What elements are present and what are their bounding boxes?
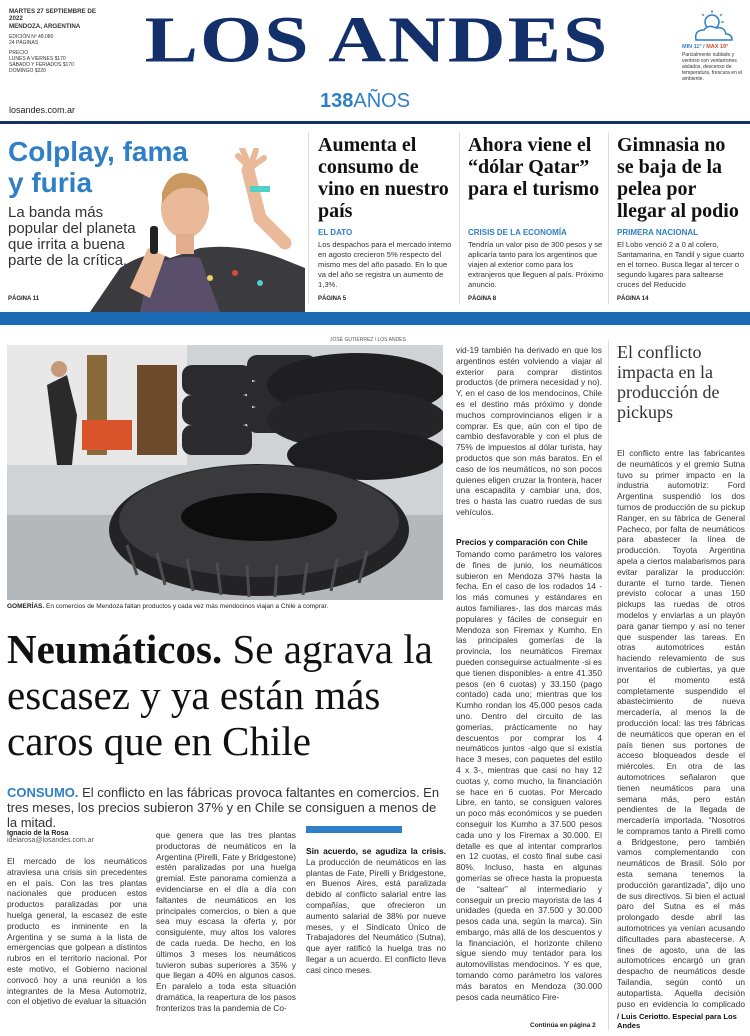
teaser-qatar-headline[interactable]: Ahora viene el “dólar Qatar” para el turismo bbox=[468, 134, 600, 200]
caption-text: En comercios de Mendoza faltan productos y cada vez más mendocinos viajan a Chile a comprar. bbox=[44, 603, 329, 610]
weather-temp bbox=[682, 44, 728, 50]
tires-photo bbox=[7, 345, 443, 600]
anniversary-years: 138 bbox=[320, 90, 354, 112]
article-column-3b: Tomando como parámetro los valores de fines de junio, los neumáticos subieron en Mendoza 37% hasta la fecha. En el caso de los rodados 14 -los más comunes y estándares en autos familiares-, las dos marcas más populares y fáciles de conseguir en Mendoza son Firemax y Kumho. En las principales gomerías de la provincia, los neumáticos Firemax pueden conseguirse actualmente -si es que tienen disponibles- a entre 41.350 pesos (en 6 cuotas) y 33.150 (pago contado) cada uno; mientras que los Kumho rondan los 45.000 pesos cada uno. Dentro del circuito de las gomerías, prácticamente no hay descuentos por comprar los 4 neumáticos juntos -algo que sí existía hace 3 meses, con paquetes del estilo 4 x 3-, mientras que casi no hay 12 cuotas y, como mucho, la financiación se hace en 6 cuotas. Por Mercado Libre, en tanto, se consiguen valores un poco más económicos y se pueden conseguir los Kumho a 37.500 pesos cada uno y los Firemax a 30.000. El detalle es que al intentar comprarlos en 12 cuotas, el costo final sube casi 80%. Incluso, hasta en algunas gomerías se ofrece hasta la propuesta de “saltear” al intermediario y conseguir un precio mayorista de las 4 unidades (queda en 37.500 y 30.000 pesos cada una, según la marca). Sin embargo, más allá de los descuentos y la financiación, el horizonte chileno sigue siendo muy tentador para los automovilistas mendocinos. Y es que, tomando como parámetro los valores más baratos en Mendoza (30.000 pesos cada neumático Fire- bbox=[456, 549, 602, 1002]
anniversary-badge bbox=[320, 90, 410, 113]
teaser-vino-text: Los despachos para el mercado interno en agosto crecieron 5% respecto del mismo mes del año pasado. En lo que va del año se registra un aumento de 1,3%. bbox=[318, 240, 452, 289]
headline-rest: Se agrava la escasez y ya están más caros que en Chile bbox=[7, 626, 433, 764]
teaser-vino-headline[interactable]: Aumenta el consumo de vino en nuestro país bbox=[318, 134, 449, 222]
weather-text: Parcialmente nublado y ventoso con ventarrones aislados, descenso de temperatura, frescura en el ambiente. bbox=[682, 52, 743, 82]
teaser-gimnasia-headline[interactable]: Gimnasia no se baja de la pelea por llegar al podio bbox=[617, 134, 739, 222]
section-band bbox=[0, 312, 750, 325]
masthead-meta bbox=[9, 8, 109, 74]
newspaper-logo[interactable]: LOS ANDES bbox=[144, 4, 610, 77]
continue-link[interactable]: Continúa en página 2 bbox=[530, 1022, 596, 1029]
masthead-city: MENDOZA, ARGENTINA bbox=[9, 22, 81, 30]
teaser-gimnasia-kicker: PRIMERA NACIONAL bbox=[617, 228, 699, 237]
masthead-edition: EDICIÓN Nº 48.080 bbox=[9, 34, 54, 41]
teaser-qatar-kicker: CRISIS DE LA ECONOMÍA bbox=[468, 228, 567, 237]
masthead-pages: 24 PÁGINAS bbox=[9, 40, 39, 47]
masthead-price-weekday: LUNES A VIERNES $170 bbox=[9, 56, 66, 63]
teaser-vino-kicker: EL DATO bbox=[318, 228, 353, 237]
column-divider bbox=[608, 132, 609, 304]
column-divider bbox=[459, 132, 460, 304]
sidebar-accent bbox=[306, 826, 402, 833]
pickups-signature: / Luis Ceriotto. Especial para Los Andes bbox=[617, 1012, 737, 1030]
teaser-colplay-headline[interactable]: Colplay, fama y furia bbox=[8, 136, 188, 198]
sidebar-box bbox=[306, 846, 446, 1032]
weather-min: MIN 11° / bbox=[682, 44, 705, 50]
teaser-colplay-page: PÁGINA 11 bbox=[8, 296, 40, 302]
main-headline[interactable] bbox=[7, 626, 443, 764]
caption-label: GOMERÍAS. bbox=[7, 603, 45, 610]
teaser-qatar-page: PÁGINA 8 bbox=[468, 296, 497, 302]
lede-label: CONSUMO. bbox=[7, 785, 79, 800]
photo-credit: JOSÉ GUTIÉRREZ / LOS ANDES bbox=[330, 337, 406, 343]
masthead-date: MARTES 27 SEPTIEMBRE DE 2022 bbox=[9, 8, 96, 23]
subhead-precios: Precios y comparación con Chile bbox=[456, 537, 588, 547]
masthead-divider bbox=[0, 121, 750, 124]
byline-email[interactable]: idelarosa@losandes.com.ar bbox=[7, 837, 94, 844]
lede-text: El conflicto en las fábricas provoca faltantes en comercios. En tres meses, los precios subieron 37% y en Chile se consiguen a menos de la mitad. bbox=[7, 785, 440, 830]
column-divider bbox=[608, 340, 609, 1030]
article-column-2: que genera que las tres plantas productoras de neumáticos en la Argentina (Pirelli, Fate y Bridgestone) estén paralizadas por una huelga gremial. Este panorama comienza a evidenciarse en el día a día con faltantes de neumáticos en los principales comercios, o bien a que sea muy escasa la oferta y, por consiguiente, muy altos los valores de cada rueda. De hecho, en los últimos 3 meses los neumáticos tuvieron subas superiores a 35% y que llegan a 40% en algunos casos. En paralelo a toda esta situación dramática, la reapertura de los pasos fronterizos tras la pandemia de Co- bbox=[156, 830, 296, 1013]
teaser-gimnasia-page: PÁGINA 14 bbox=[617, 296, 649, 302]
singer-photo bbox=[90, 148, 305, 312]
teaser-vino-page: PÁGINA 5 bbox=[318, 296, 347, 302]
photo-caption bbox=[7, 603, 443, 610]
site-url[interactable]: losandes.com.ar bbox=[9, 105, 76, 115]
byline bbox=[7, 830, 94, 844]
anniversary-word: AÑOS bbox=[353, 90, 411, 112]
main-lede bbox=[7, 785, 443, 830]
teaser-gimnasia-text: El Lobo venció 2 a 0 al colero, Santamarina, en Tandil y sigue cuarto en el torneo. Busca llegar al tercer o segundo lugares para saltearse cruces del Reducido bbox=[617, 240, 744, 289]
teaser-qatar-text: Tendría un valor piso de 300 pesos y se aplicaría tanto para los argentinos que viajen al exterior como para los extranjeros que lleguen al país. Próximo anuncio. bbox=[468, 240, 604, 289]
masthead-price-sat: SÁBADO Y FERIADOS $170 bbox=[9, 62, 74, 69]
column-divider bbox=[308, 132, 309, 304]
article-column-3: vid-19 también ha derivado en que los argentinos estén volviendo a viajar al exterior para comprar distintos productos (de primera necesidad y no). Y, en el caso de los mendocinos, Chile es el destino más próximo y donde muchos comprovincianos eligen ir a comprar. Es que, aún con el tipo de cambio desfavorable y con el plus de 75% de impuestos al dólar turista, hay productos que son más baratos. En el caso de los neumáticos, no son pocos quienes eligen cruzar la frontera, hacer una escapadita y cambiar una, dos, tres o hasta las cuatro ruedas de sus vehículos. bbox=[456, 345, 602, 517]
masthead-price-label: PRECIO bbox=[9, 50, 29, 57]
masthead-price-sun: DOMINGO $220 bbox=[9, 68, 46, 75]
article-column-1: El mercado de los neumáticos atraviesa una crisis sin precedentes en el país. Con las tres plantas nacionales que producen estos productos paralizadas por una huelga general, la escasez de este producto es inminente en la Argentina y se suma a la lista de emergencias que golpean a distintos rubros en el territorio nacional. Por este motivo, el Gobierno nacional convocó hoy a una reunión a los integrantes de la Mesa Automotriz, con el objetivo de evaluar la situación bbox=[7, 856, 147, 1007]
weather-max: MAX 19° bbox=[706, 44, 729, 50]
headline-bold: Neumáticos. bbox=[7, 626, 223, 672]
pickups-text: El conflicto entre las fabricantes de neumáticos y el gremio Sutna tuvo su primer impacto en la industria automotriz: Ford Argentina suspendió los dos turnos de producción de su pickup Ranger, en su fábrica de General Pacheco, por falta de neumáticos para abastecer la línea de producción. Toyota Argentina apela a ciertos malabarismos para evitar paralizar la producción: durante el turno tarde. Tienen previsto colocar a unas 150 pickups las ruedas de otros modelos y enviarlas a un playón para ganar tiempo y así no tener que suspender las tareas. En otras automotrices están haciendo relevamiento de sus inventarios de cubiertas, ya que por el momento está completamente suspendido el abastecimiento de nueva mercadería, al menos la de producción local: las tres fábricas de neumáticos que operan en el país tienen sus portones de acceso bloqueados desde el miércoles. En otra de las automotrices señalaron que tienen neumáticos para una semana más, pero están pendientes de la llegada de mercadería importada. “Nosotros le compramos tanto a Pirelli como a Bridgestone, pero también vamos complementando con neumáticos de Brasil. Sólo por esta semana tenemos la producción garantizada”, dijo uno de sus directivos. Si bien el actual paro del Sutna es el más prolongado desde abril las automotrices ya venían acusando dificultades para abastecerse. A fines de agosto, una de las automotrices encargó un gran despacho de neumáticos desde Tailandia, según contó un autopartista. Aquella decisión puso en evidencia lo complicado bbox=[617, 448, 745, 1009]
byline-name: Ignacio de la Rosa bbox=[7, 830, 69, 837]
teaser-colplay-text: La banda más popular del planeta que irrita a buena parte de la crítica. bbox=[8, 204, 136, 269]
pickups-headline[interactable]: El conflicto impacta en la producción de pickups bbox=[617, 342, 720, 422]
sidebar-text: La producción de neumáticos en las plantas de Fate, Pirelli y Bridgestone, en Buenos Aires, está paralizada debido al conflicto salarial entre las compañías, que ofrecieron un aumento salarial de 38% por nueve meses, y el Sindicato Único de Trabajadores del Neumático (Sutna), que ayer ratificó la huelga tras no llegar a un acuerdo. El conflicto lleva casi cinco meses. bbox=[306, 856, 446, 975]
sidebar-title: Sin acuerdo, se agudiza la crisis. bbox=[306, 846, 446, 856]
